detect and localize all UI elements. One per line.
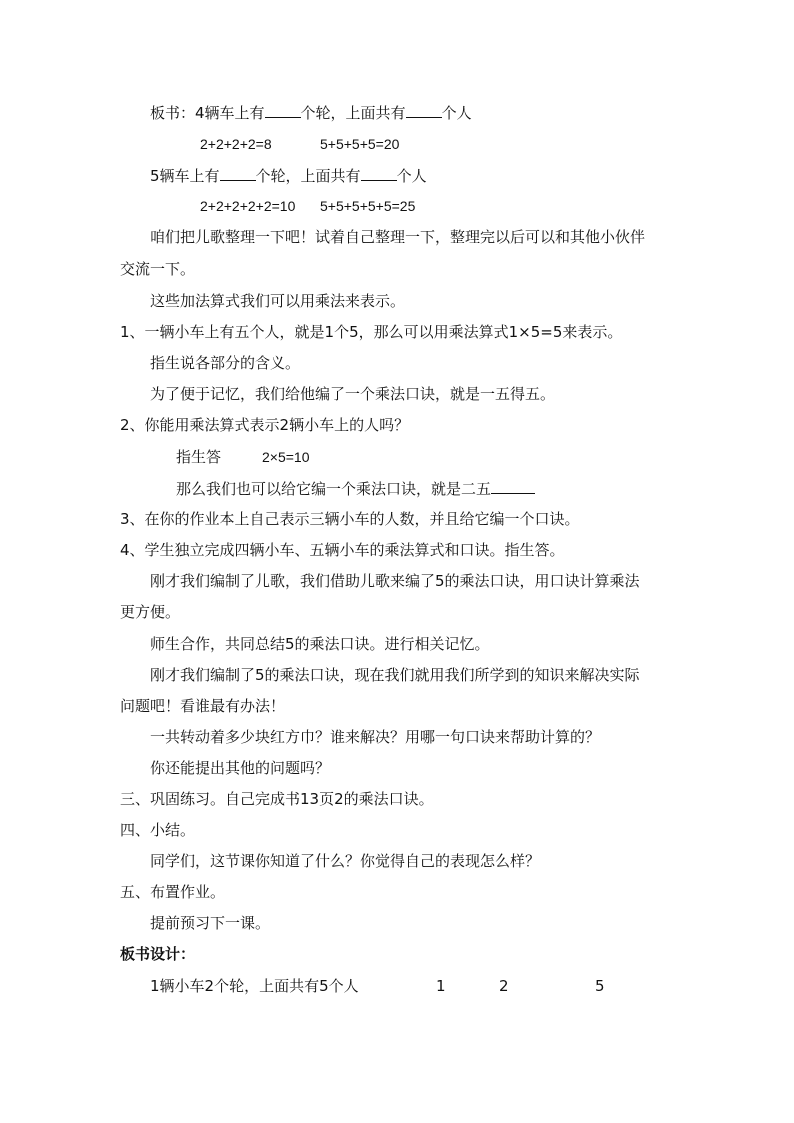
formula-people-4: 5+5+5+5=20 [320, 136, 400, 152]
paragraph [176, 478, 535, 499]
formula-people-5: 5+5+5+5+5=25 [320, 198, 416, 214]
paragraph: 指生说各部分的含义。 [150, 354, 301, 372]
text: 个轮，上面共有 [255, 167, 361, 185]
board-design-col-1: 1 [436, 977, 446, 995]
paragraph: 师生合作，共同总结5的乘法口诀。进行相关记忆。 [150, 635, 490, 653]
text: 那么我们也可以给它编一个乘法口诀，就是二五 [176, 480, 492, 498]
paragraph: 为了便于记忆，我们给他编了一个乘法口诀，就是一五得五。 [150, 385, 556, 403]
board-design-col-2: 2 [499, 977, 509, 995]
formula-wheels-4: 2+2+2+2=8 [200, 136, 272, 152]
board-line-5-cars [150, 165, 427, 186]
text: 个轮，上面共有 [300, 104, 406, 122]
fill-blank [491, 478, 535, 494]
list-item-3: 3、在你的作业本上自己表示三辆小车的人数，并且给它编一个口诀。 [120, 510, 580, 528]
paragraph-continued: 更方便。 [120, 603, 181, 621]
text: 5辆车上有 [150, 167, 220, 185]
text: 个人 [396, 167, 427, 185]
paragraph: 你还能提出其他的问题吗？ [150, 759, 331, 777]
paragraph: 一共转动着多少块红方巾？谁来解决？用哪一句口诀来帮助计算的？ [150, 728, 601, 746]
paragraph: 刚才我们编制了儿歌，我们借助儿歌来编了5的乘法口诀，用口诀计算乘法 [150, 572, 640, 590]
paragraph: 同学们，这节课你知道了什么？你觉得自己的表现怎么样？ [150, 852, 541, 870]
paragraph: 提前预习下一课。 [150, 914, 271, 932]
list-item-1: 1、一辆小车上有五个人，就是1个5，那么可以用乘法算式1×5=5来表示。 [120, 323, 623, 341]
text: 个人 [441, 104, 472, 122]
section-heading-5: 五、布置作业。 [120, 883, 226, 901]
board-line-4-cars [150, 102, 472, 123]
text: 板书：4辆车上有 [150, 104, 265, 122]
paragraph-continued: 问题吧！看谁最有办法！ [120, 697, 286, 715]
formula-wheels-5: 2+2+2+2+2=10 [200, 198, 296, 214]
board-design-col-3: 5 [595, 977, 605, 995]
list-item-4: 4、学生独立完成四辆小车、五辆小车的乘法算式和口诀。指生答。 [120, 541, 565, 559]
paragraph: 咱们把儿歌整理一下吧！试着自己整理一下，整理完以后可以和其他小伙伴 [150, 228, 646, 246]
board-design-title: 板书设计： [120, 945, 196, 963]
list-item-2: 2、你能用乘法算式表示2辆小车上的人吗？ [120, 416, 410, 434]
fill-blank [406, 102, 442, 118]
paragraph-continued: 交流一下。 [120, 260, 196, 278]
board-design-row: 1辆小车2个轮，上面共有5个人 [150, 977, 359, 995]
section-heading-4: 四、小结。 [120, 821, 196, 839]
answer-label: 指生答 [176, 448, 222, 466]
paragraph: 刚才我们编制了5的乘法口诀，现在我们就用我们所学到的知识来解决实际 [150, 666, 640, 684]
fill-blank [361, 165, 397, 181]
fill-blank [220, 165, 256, 181]
fill-blank [265, 102, 301, 118]
answer-formula: 2×5=10 [262, 449, 310, 465]
paragraph: 这些加法算式我们可以用乘法来表示。 [150, 292, 406, 310]
section-heading-3: 三、巩固练习。自己完成书13页2的乘法口诀。 [120, 790, 434, 808]
